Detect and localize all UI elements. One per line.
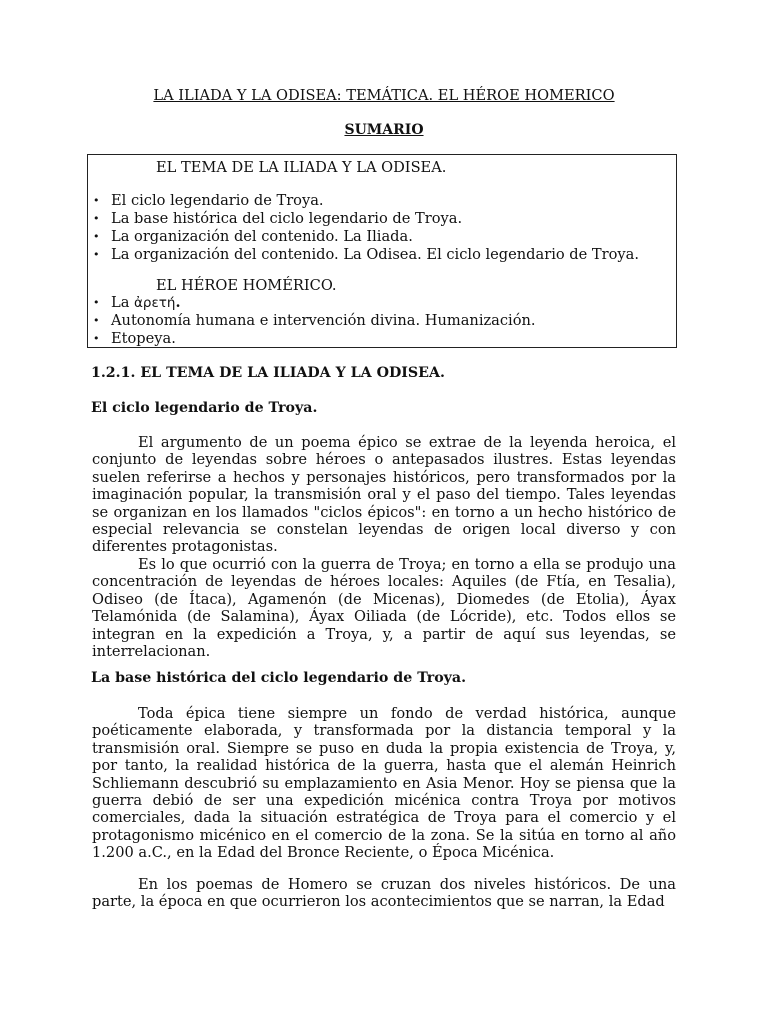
summary-box bbox=[87, 154, 677, 348]
bullet-icon: • bbox=[93, 332, 100, 345]
bullet-icon: • bbox=[93, 230, 100, 243]
summary-list-heroe bbox=[88, 294, 536, 348]
summary-item-base-historica: La base histórica del ciclo legendario de Troya. bbox=[111, 210, 463, 227]
list-item bbox=[88, 330, 536, 348]
list-item bbox=[88, 312, 536, 330]
summary-list-tema bbox=[88, 192, 639, 264]
bullet-icon: • bbox=[93, 194, 100, 207]
sumario-label: SUMARIO bbox=[344, 122, 424, 138]
bullet-icon: • bbox=[93, 296, 100, 309]
subsection-heading-ciclo: El ciclo legendario de Troya. bbox=[91, 400, 318, 416]
summary-item-organizacion-odisea: La organización del contenido. La Odisea. El ciclo legendario de Troya. bbox=[111, 246, 639, 263]
summary-heading-tema: EL TEMA DE LA ILIADA Y LA ODISEA. bbox=[156, 159, 447, 176]
list-item bbox=[88, 228, 639, 246]
subsection-heading-base-historica: La base histórica del ciclo legendario de Troya. bbox=[91, 670, 467, 686]
document-title: LA ILIADA Y LA ODISEA: TEMÁTICA. EL HÉROE HOMERICO bbox=[153, 87, 615, 104]
summary-item-arete-suffix: . bbox=[175, 294, 181, 311]
paragraph-base-historica-2: En los poemas de Homero se cruzan dos niveles históricos. De una parte, la época en que ocurrieron los acontecimientos que se narran, la Edad bbox=[92, 876, 676, 911]
list-item bbox=[88, 210, 639, 228]
summary-item-autonomia: Autonomía humana e intervención divina. Humanización. bbox=[111, 312, 536, 329]
list-item bbox=[88, 192, 639, 210]
summary-item-arete-prefix: La bbox=[111, 294, 135, 311]
paragraph-ciclo-1: El argumento de un poema épico se extrae de la leyenda heroica, el conjunto de leyendas sobre héroes o antepasados ilustres. Estas leyendas suelen referirse a hechos y personajes históricos, pero transformados por la imaginación popular, la transmisión oral y el paso del tiempo. Tales leyendas se organizan en los llamados "ciclos épicos": en torno a un hecho histórico de especial relevancia se constelan leyendas de origen local diverso y con diferentes protagonistas. bbox=[92, 434, 676, 556]
section-heading: 1.2.1. EL TEMA DE LA ILIADA Y LA ODISEA. bbox=[91, 365, 445, 381]
summary-item-organizacion-iliada: La organización del contenido. La Iliada. bbox=[111, 228, 413, 245]
summary-item-ciclo: El ciclo legendario de Troya. bbox=[111, 192, 324, 209]
paragraph-base-historica-1: Toda épica tiene siempre un fondo de verdad histórica, aunque poéticamente elaborada, y transformada por la distancia temporal y la transmisión oral. Siempre se puso en duda la propia existencia de Troya, y, por tanto, la realidad histórica de la guerra, hasta que el alemán Heinrich Schliemann descubrió su emplazamiento en Asia Menor. Hoy se piensa que la guerra debió de ser una expedición micénica contra Troya por motivos comerciales, dada la situación estratégica de Troya para el comercio y el protagonismo micénico en el comercio de la zona. Se la sitúa en torno al año 1.200 a.C., en la Edad del Bronce Reciente, o Época Micénica. bbox=[92, 705, 676, 862]
paragraph-ciclo-2: Es lo que ocurrió con la guerra de Troya; en torno a ella se produjo una concentración de leyendas de héroes locales: Aquiles (de Ftía, en Tesalia), Odiseo (de Ítaca), Agamenón (de Micenas), Diomedes (de Etolia), Áyax Telamónida (de Salamina), Áyax Oiliada (de Lócride), etc. Todos ellos se integran en la expedición a Troya, y, a partir de aquí sus leyendas, se interrelacionan. bbox=[92, 556, 676, 661]
list-item bbox=[88, 246, 639, 264]
summary-item-arete-greek: ἀρετή bbox=[134, 295, 176, 311]
bullet-icon: • bbox=[93, 212, 100, 225]
bullet-icon: • bbox=[93, 248, 100, 261]
list-item bbox=[88, 294, 536, 312]
summary-item-etopeya: Etopeya. bbox=[111, 330, 176, 347]
bullet-icon: • bbox=[93, 314, 100, 327]
summary-heading-heroe: EL HÉROE HOMÉRICO. bbox=[156, 277, 337, 294]
